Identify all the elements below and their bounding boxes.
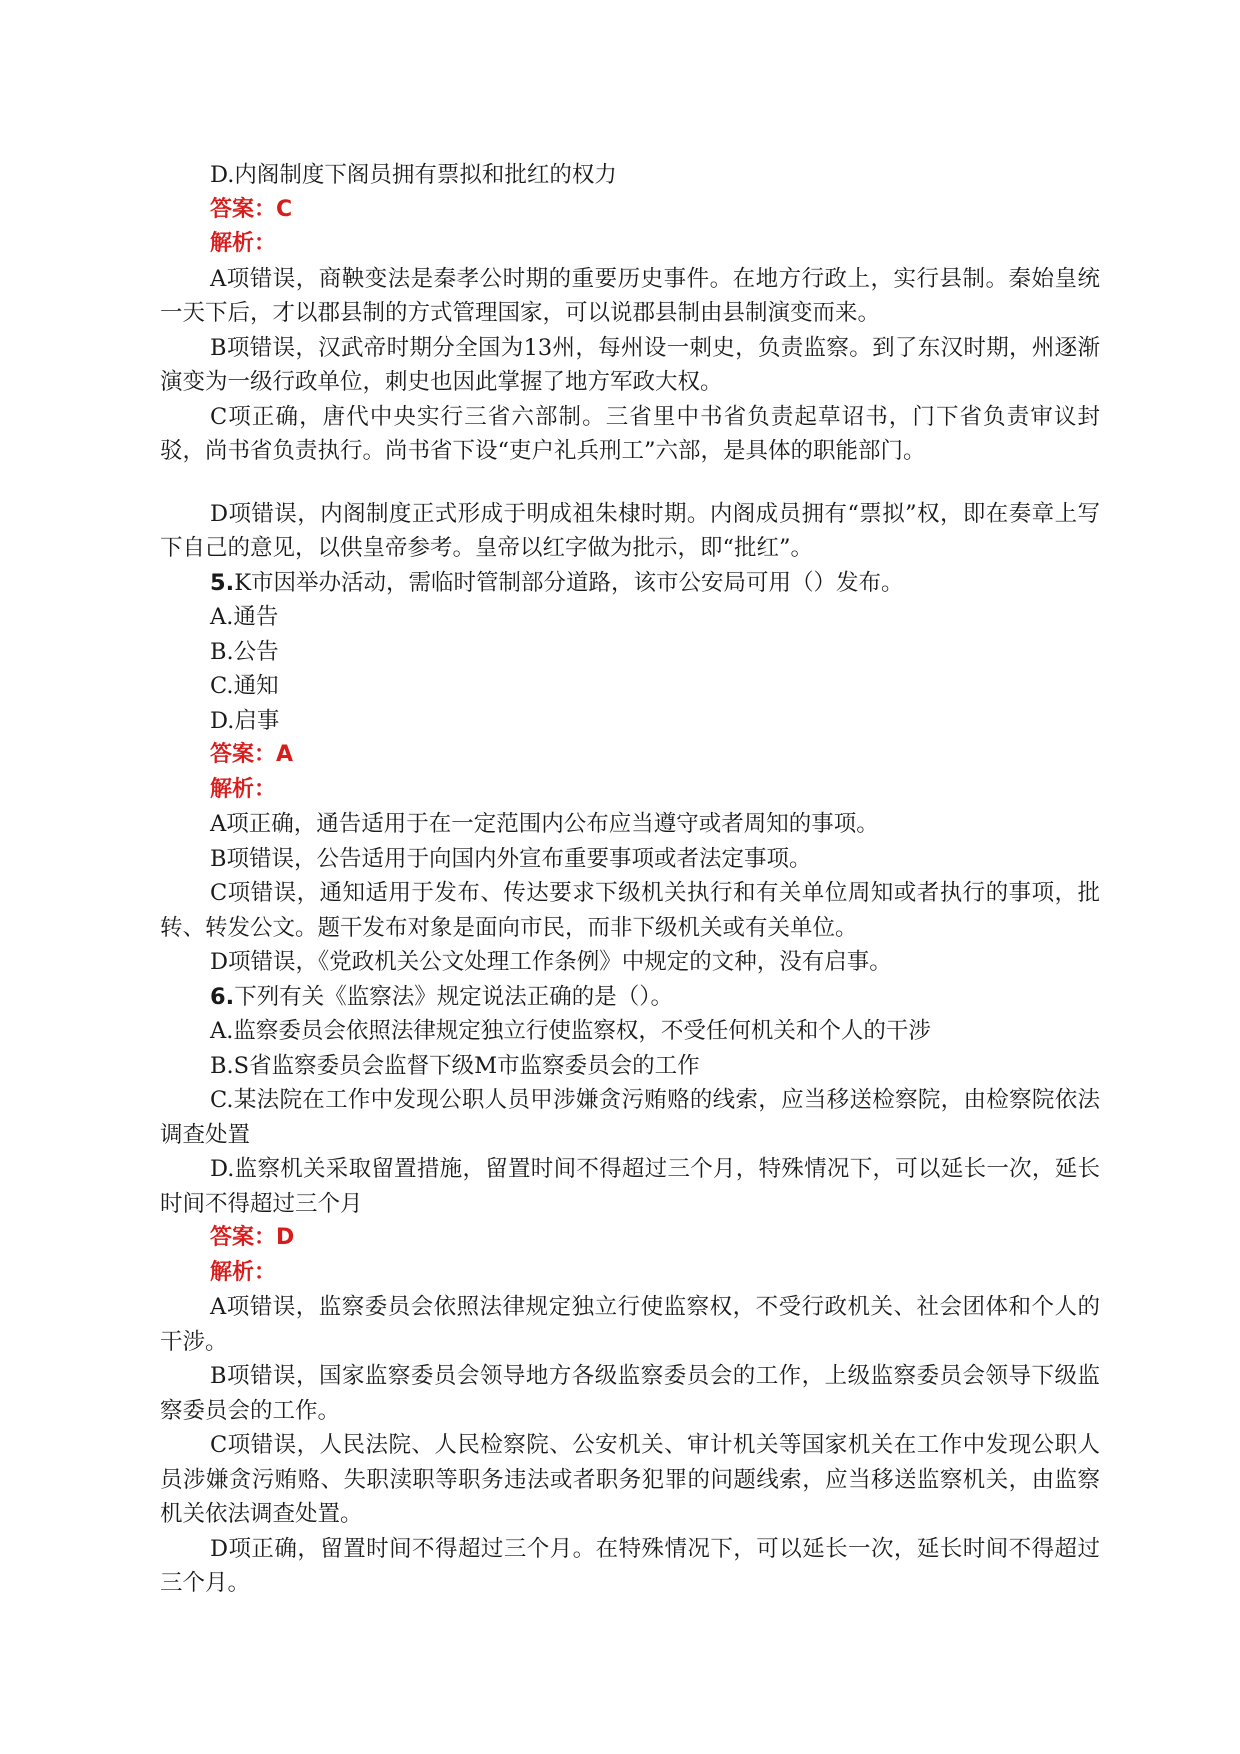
q6-option-c: C.某法院在工作中发现公职人员甲涉嫌贪污贿赂的线索，应当移送检察院，由检察院依法调查处置 <box>160 1087 1100 1148</box>
q6-option-d: D.监察机关采取留置措施，留置时间不得超过三个月，特殊情况下，可以延长一次，延长时间不得超过三个月 <box>160 1156 1100 1217</box>
q5-number: 5. <box>210 569 235 596</box>
q5-analysis-d: D项错误，《党政机关公文处理工作条例》中规定的文种，没有启事。 <box>210 949 892 975</box>
q5-option-c: C.通知 <box>210 673 279 699</box>
q5-option-b: B.公告 <box>210 638 279 665</box>
q5-option-d: D.启事 <box>210 707 280 734</box>
q5-stem: K市因举办活动，需临时管制部分道路，该市公安局可用（）发布。 <box>234 569 904 596</box>
q6-option-a: A.监察委员会依照法律规定独立行使监察权，不受任何机关和个人的干涉 <box>210 1018 931 1044</box>
q5-analysis-c: C项错误，通知适用于发布、传达要求下级机关执行和有关单位周知或者执行的事项，批转、转发公文。题干发布对象是面向市民，而非下级机关或有关单位。 <box>160 880 1100 941</box>
q6-stem-line <box>160 980 1100 1015</box>
q4-analysis-c: C项正确，唐代中央实行三省六部制。三省里中书省负责起草诏书，门下省负责审议封驳，尚书省负责执行。尚书省下设“吏户礼兵刑工”六部，是具体的职能部门。 <box>160 403 1100 464</box>
paragraph-gap <box>160 469 1100 497</box>
q5-option-a: A.通告 <box>210 604 279 630</box>
q6-analysis-b: B项错误，国家监察委员会领导地方各级监察委员会的工作，上级监察委员会领导下级监察委员会的工作。 <box>160 1363 1100 1424</box>
q6-analysis-a: A项错误，监察委员会依照法律规定独立行使监察权，不受行政机关、社会团体和个人的干涉。 <box>160 1294 1100 1355</box>
q4-option-d: D.内阁制度下阁员拥有票拟和批红的权力 <box>210 162 617 188</box>
q6-answer: 答案：D <box>210 1225 295 1250</box>
q6-analysis-c: C项错误，人民法院、人民检察院、公安机关、审计机关等国家机关在工作中发现公职人员涉嫌贪污贿赂、失职渎职等职务违法或者职务犯罪的问题线索，应当移送监察机关，由监察机关依法调查处置。 <box>160 1432 1100 1527</box>
q4-analysis-b: B项错误，汉武帝时期分全国为13州，每州设一刺史，负责监察。到了东汉时期，州逐渐演变为一级行政单位，刺史也因此掌握了地方军政大权。 <box>160 334 1100 395</box>
q6-option-b: B.S省监察委员会监督下级M市监察委员会的工作 <box>210 1052 700 1079</box>
q5-analysis-label: 解析： <box>210 776 277 802</box>
q5-analysis-a: A项正确，通告适用于在一定范围内公布应当遵守或者周知的事项。 <box>210 811 879 837</box>
q6-analysis-d: D项正确，留置时间不得超过三个月。在特殊情况下，可以延长一次，延长时间不得超过三个月。 <box>160 1535 1100 1596</box>
q4-analysis-a: A项错误，商鞅变法是秦孝公时期的重要历史事件。在地方行政上，实行县制。秦始皇统一天下后，才以郡县制的方式管理国家，可以说郡县制由县制演变而来。 <box>160 265 1100 326</box>
q5-answer: 答案：A <box>210 742 294 767</box>
q5-analysis-b: B项错误，公告适用于向国内外宣布重要事项或者法定事项。 <box>210 845 812 872</box>
q4-answer: 答案：C <box>210 196 293 222</box>
q6-analysis-label: 解析： <box>210 1259 277 1285</box>
q6-number: 6. <box>210 983 235 1010</box>
document-content <box>160 158 1100 1601</box>
q6-stem: 下列有关《监察法》规定说法正确的是（）。 <box>234 983 673 1010</box>
q5-stem-line <box>160 566 1100 601</box>
q4-analysis-d: D项错误，内阁制度正式形成于明成祖朱棣时期。内阁成员拥有“票拟”权，即在奏章上写下自己的意见，以供皇帝参考。皇帝以红字做为批示，即“批红”。 <box>160 500 1100 561</box>
q4-analysis-label: 解析： <box>210 231 277 256</box>
